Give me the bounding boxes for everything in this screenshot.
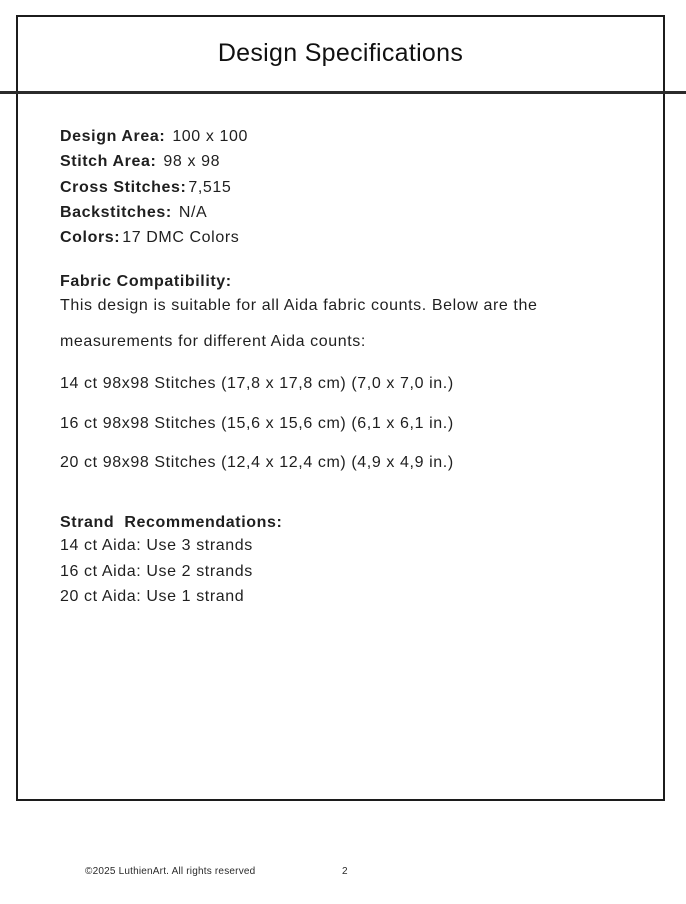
page-title-area <box>16 15 665 92</box>
measurement-20ct: 20 ct 98x98 Stitches (12,4 x 12,4 cm) (4,9 x 4,9 in.) <box>60 454 454 471</box>
spec-row-cross-stitches <box>60 175 248 200</box>
strand-item-20ct: 20 ct Aida: Use 1 strand <box>60 588 245 605</box>
measurement-16ct: 16 ct 98x98 Stitches (15,6 x 15,6 cm) (6,1 x 6,1 in.) <box>60 415 454 432</box>
strand-item-16ct: 16 ct Aida: Use 2 strands <box>60 563 253 580</box>
measurement-14ct: 14 ct 98x98 Stitches (17,8 x 17,8 cm) (7,0 x 7,0 in.) <box>60 375 454 392</box>
footer-copyright: ©2025 LuthienArt. All rights reserved <box>85 866 256 877</box>
footer-page-number: 2 <box>342 866 348 877</box>
fabric-intro-line1: This design is suitable for all Aida fabric counts. Below are the <box>60 297 538 314</box>
strand-recommendations-heading: Strand Recommendations: <box>60 514 283 531</box>
spec-value: N/A <box>178 203 208 221</box>
strand-item-14ct: 14 ct Aida: Use 3 strands <box>60 537 253 554</box>
fabric-compatibility-heading: Fabric Compatibility: <box>60 273 232 290</box>
spec-row-colors <box>60 225 248 250</box>
fabric-intro-line2: measurements for different Aida counts: <box>60 333 366 350</box>
spec-label: Design Area: <box>60 128 166 145</box>
spec-value: 100 x 100 <box>172 128 248 145</box>
spec-row-stitch-area <box>60 149 248 174</box>
spec-value: 17 DMC Colors <box>122 229 240 247</box>
header-divider <box>0 91 686 94</box>
spec-value: 7,515 <box>188 178 232 196</box>
spec-value: 98 x 98 <box>163 153 221 171</box>
spec-label: Stitch Area: <box>60 153 157 171</box>
spec-list <box>60 124 248 250</box>
spec-row-backstitches <box>60 200 248 225</box>
spec-label: Backstitches: <box>60 203 172 221</box>
spec-label: Colors: <box>60 229 121 247</box>
spec-label: Cross Stitches: <box>60 178 187 196</box>
page-title: Design Specifications <box>217 39 464 67</box>
spec-row-design-area <box>60 124 248 149</box>
